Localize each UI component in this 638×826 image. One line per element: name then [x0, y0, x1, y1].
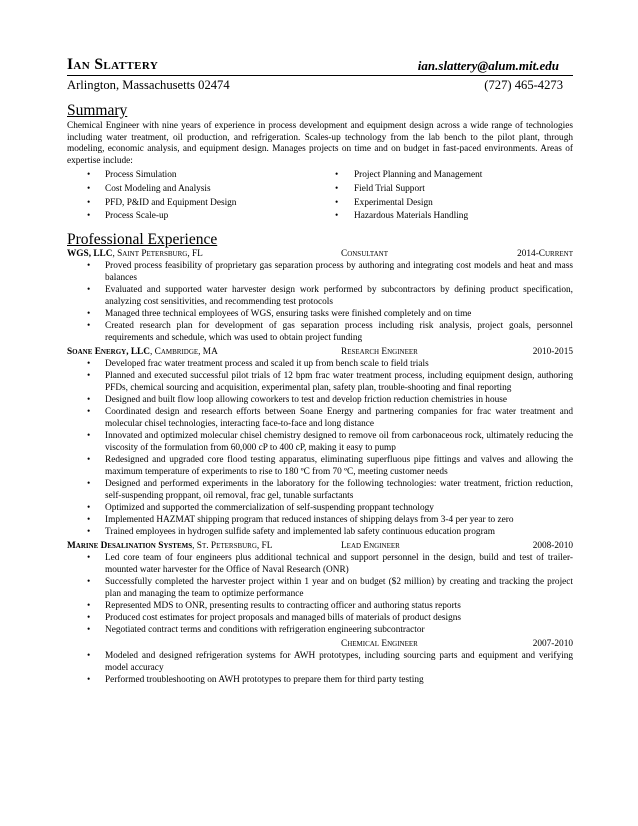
bullet-icon: •: [87, 358, 91, 369]
list-item-text: Coordinated design and research efforts between Soane Energy and partnering companies for frac water treatment and molecular chisel technologies, interacting face-to-face and long distance: [105, 406, 573, 429]
job-header: [67, 638, 573, 650]
job-role: Consultant: [341, 248, 388, 259]
list-item: [67, 502, 573, 514]
bullet-icon: •: [87, 284, 91, 295]
list-item: [320, 183, 573, 197]
company-name: Marine Desalination Systems: [67, 540, 193, 551]
summary-text: Chemical Engineer with nine years of experience in process development and equipment design across a wide range of technologies including water treatment, oil production, and refrigeration. Scales-up technology from the lab bench to the pilot plant, through modeling, economic analysis, and equipment design. Manages projects on time and on budget in fast-paced environments. Areas of expertise include:: [67, 121, 573, 166]
job-dates: 2010-2015: [532, 346, 573, 357]
list-item: [67, 284, 573, 308]
list-item: [67, 183, 320, 197]
company-name: Soane Energy, LLC: [67, 346, 150, 357]
job-dates: 2008-2010: [532, 540, 573, 551]
list-item: [320, 197, 573, 211]
job-bullets: [67, 260, 573, 344]
list-item-text: Negotiated contract terms and conditions with refrigeration engineering subcontractor: [105, 624, 425, 635]
bullet-icon: •: [87, 370, 91, 381]
list-item: [67, 197, 320, 211]
list-item: [67, 600, 573, 612]
name-row: [67, 54, 573, 76]
list-item: [67, 650, 573, 674]
list-item: [67, 406, 573, 430]
bullet-icon: •: [87, 600, 91, 611]
bullet-icon: •: [87, 478, 91, 489]
list-item-text: Performed troubleshooting on AWH prototypes to prepare them for third party testing: [105, 674, 424, 685]
list-item-text: Planned and executed successful pilot trials of 12 bpm frac water treatment process, including equipment design, authoring PFDs, chemical sourcing and acquisition, experimental plan, safety plan, trouble-shooting and final reporting: [105, 370, 573, 393]
bullet-icon: •: [87, 183, 91, 194]
job-bullets: [67, 358, 573, 538]
bullet-icon: •: [87, 406, 91, 417]
bullet-icon: •: [335, 197, 339, 208]
list-item: [67, 210, 320, 224]
company-location: , Saint Petersburg, FL: [112, 248, 203, 259]
job-bullets: [67, 650, 573, 686]
list-item: [67, 624, 573, 636]
list-item: [67, 394, 573, 406]
list-item: [67, 526, 573, 538]
phone-number: (727) 465-4273: [484, 78, 563, 92]
bullet-icon: •: [335, 170, 339, 181]
bullet-icon: •: [87, 674, 91, 685]
list-item-text: Designed and built flow loop allowing coworkers to test and develop friction reduction chemistries in house: [105, 394, 507, 405]
job-dates: 2014-Current: [517, 248, 573, 259]
list-item-text: Innovated and optimized molecular chisel chemistry designed to remove oil from carbonaceous rock, ultimately reducing the viscosity of the formulation from 60,000 cP to 400 cP, making it easy to pump: [105, 430, 573, 453]
list-item-text: Trained employees in hydrogen sulfide safety and implemented lab safety continuous education program: [105, 526, 496, 537]
list-item-text: PFD, P&ID and Equipment Design: [105, 197, 237, 208]
job-company: [67, 346, 341, 358]
job-company: [67, 540, 341, 552]
list-item: [67, 308, 573, 320]
list-item-text: Experimental Design: [354, 197, 433, 208]
bullet-icon: •: [87, 624, 91, 635]
list-item-text: Evaluated and supported water harvester design work performed by subcontractors by defining product specification, analyzing cost sensitivities, and recommending test protocols: [105, 284, 573, 307]
list-item-text: Produced cost estimates for project proposals and managed bills of materials of product designs: [105, 612, 462, 623]
bullet-icon: •: [87, 430, 91, 441]
candidate-name: Ian Slattery: [67, 56, 159, 73]
list-item-text: Hazardous Materials Handling: [354, 211, 469, 222]
list-item-text: Proved process feasibility of proprietary gas separation process by authoring and integrating cost models and heat and mass balances: [105, 260, 573, 283]
email-address: ian.slattery@alum.mit.edu: [417, 58, 559, 73]
list-item: [67, 552, 573, 576]
list-item-text: Designed and performed experiments in the laboratory for the following technologies: water treatment, friction reduction, self-suspending proppant, oil removal, frac gel, tunable surfactants: [105, 478, 573, 501]
list-item-text: Developed frac water treatment process and scaled it up from bench scale to field trials: [105, 358, 429, 369]
bullet-icon: •: [87, 502, 91, 513]
list-item-text: Process Simulation: [105, 170, 177, 181]
list-item-text: Field Trial Support: [354, 183, 425, 194]
list-item-text: Modeled and designed refrigeration systems for AWH prototypes, including sourcing parts and equipment and verifying model accuracy: [105, 650, 573, 673]
bullet-icon: •: [87, 197, 91, 208]
job-company: [67, 248, 341, 260]
bullet-icon: •: [335, 183, 339, 194]
list-item: [67, 260, 573, 284]
bullet-icon: •: [87, 211, 91, 222]
list-item: [320, 169, 573, 183]
job-bullets: [67, 552, 573, 636]
company-location: , St. Petersburg, FL: [192, 540, 273, 551]
job-role: Chemical Engineer: [341, 638, 418, 649]
list-item: [67, 169, 320, 183]
bullet-icon: •: [87, 576, 91, 587]
experience-list: [67, 248, 573, 686]
list-item: [67, 430, 573, 454]
list-item: [67, 454, 573, 478]
list-item-text: Cost Modeling and Analysis: [105, 183, 211, 194]
list-item: [67, 358, 573, 370]
bullet-icon: •: [87, 308, 91, 319]
bullet-icon: •: [87, 394, 91, 405]
bullet-icon: •: [335, 211, 339, 222]
company-name: WGS, LLC: [67, 248, 113, 259]
experience-heading: Professional Experience: [67, 230, 218, 248]
list-item: [67, 674, 573, 686]
list-item-text: Process Scale-up: [105, 211, 169, 222]
summary-heading: Summary: [67, 102, 128, 119]
bullet-icon: •: [87, 454, 91, 465]
skills-left-column: [67, 169, 320, 223]
skills-right-column: [320, 169, 573, 223]
bullet-icon: •: [87, 514, 91, 525]
list-item: [67, 478, 573, 502]
job-role: Research Engineer: [341, 346, 418, 357]
list-item-text: Project Planning and Management: [354, 170, 483, 181]
list-item: [320, 210, 573, 224]
list-item: [67, 612, 573, 624]
job-company: [67, 638, 341, 650]
list-item-text: Managed three technical employees of WGS, ensuring tasks were finished completely and on time: [105, 308, 472, 319]
list-item-text: Represented MDS to ONR, presenting results to contracting officer and authoring status reports: [105, 600, 461, 611]
list-item-text: Led core team of four engineers plus additional technical and support personnel in the design, build and test of trailer-mounted water harvester for the Office of Naval Research (ONR): [105, 552, 573, 575]
job-dates: 2007-2010: [532, 638, 573, 649]
bullet-icon: •: [87, 260, 91, 271]
list-item: [67, 514, 573, 526]
job-header: [67, 540, 573, 552]
list-item-text: Successfully completed the harvester project within 1 year and on budget ($2 million) by creating and tracking the project plan and managing the team to optimize performance: [105, 576, 573, 599]
list-item-text: Redesigned and upgraded core flood testing apparatus, eliminating superfluous pipe fittings and valves and allowing the maximum temperature of experiments to rise to 180 ºC from 70 ºC, meeting customer needs: [105, 454, 573, 477]
job-role: Lead Engineer: [341, 540, 400, 551]
company-location: , Cambridge, MA: [149, 346, 218, 357]
resume-page: [67, 54, 573, 686]
job-header: [67, 346, 573, 358]
list-item: [67, 370, 573, 394]
list-item-text: Optimized and supported the commercialization of self-suspending proppant technology: [105, 502, 434, 513]
bullet-icon: •: [87, 612, 91, 623]
bullet-icon: •: [87, 170, 91, 181]
bullet-icon: •: [87, 526, 91, 537]
list-item-text: Implemented HAZMAT shipping program that reduced instances of shipping delays from 3-4 per year to zero: [105, 514, 514, 525]
postal-address: Arlington, Massachusetts 02474: [67, 78, 230, 92]
bullet-icon: •: [87, 320, 91, 331]
bullet-icon: •: [87, 650, 91, 661]
skills-list: [67, 169, 573, 223]
address-row: [67, 78, 573, 94]
list-item: [67, 320, 573, 344]
list-item-text: Created research plan for development of gas separation process including risk analysis, project goals, personnel requirements and schedule, which was used to obtain project funding: [105, 320, 573, 343]
bullet-icon: •: [87, 552, 91, 563]
job-header: [67, 248, 573, 260]
list-item: [67, 576, 573, 600]
